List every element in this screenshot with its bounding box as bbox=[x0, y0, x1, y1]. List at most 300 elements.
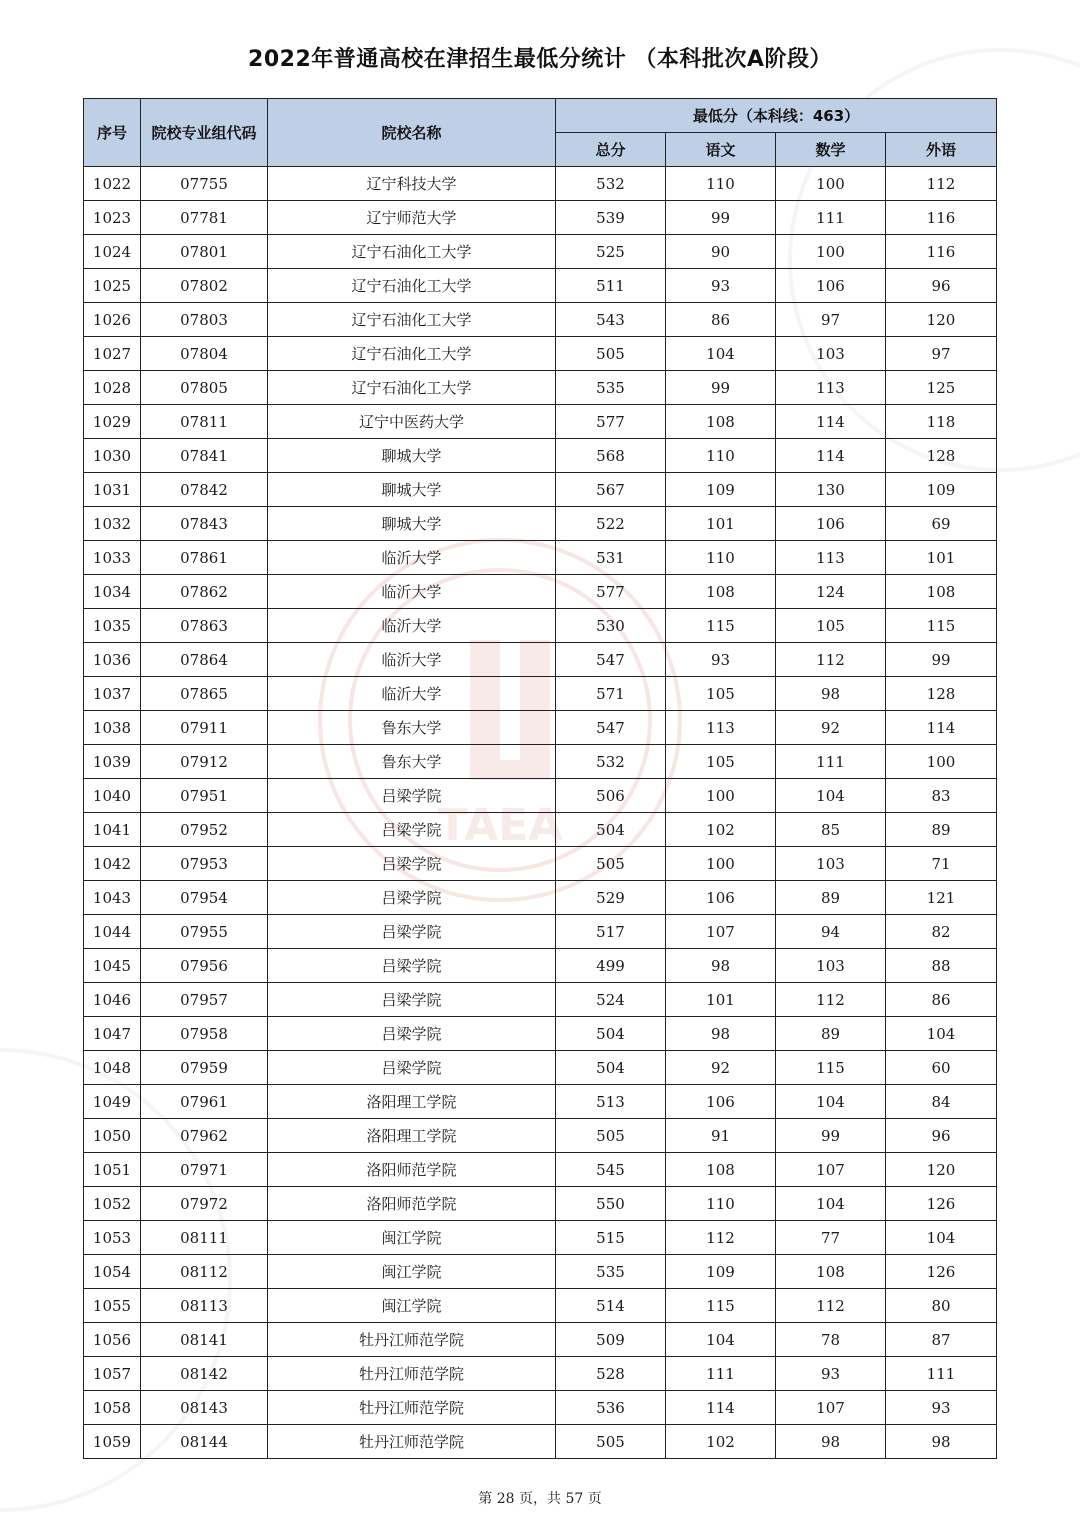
total-cell: 545 bbox=[556, 1153, 666, 1187]
seq-cell: 1029 bbox=[84, 405, 141, 439]
math-cell: 111 bbox=[776, 201, 886, 235]
total-cell: 531 bbox=[556, 541, 666, 575]
chinese-cell: 99 bbox=[666, 201, 776, 235]
header-school-name: 院校名称 bbox=[268, 99, 556, 167]
school-name-cell: 鲁东大学 bbox=[268, 745, 556, 779]
group-code-cell: 07953 bbox=[141, 847, 268, 881]
group-code-cell: 07864 bbox=[141, 643, 268, 677]
table-row bbox=[84, 1323, 997, 1357]
school-name-cell: 临沂大学 bbox=[268, 643, 556, 677]
foreign-cell: 71 bbox=[886, 847, 997, 881]
chinese-cell: 110 bbox=[666, 167, 776, 201]
total-cell: 511 bbox=[556, 269, 666, 303]
foreign-cell: 121 bbox=[886, 881, 997, 915]
school-name-cell: 闽江学院 bbox=[268, 1289, 556, 1323]
math-cell: 98 bbox=[776, 1425, 886, 1459]
table-row bbox=[84, 337, 997, 371]
foreign-cell: 99 bbox=[886, 643, 997, 677]
table-row bbox=[84, 1255, 997, 1289]
score-table bbox=[83, 98, 997, 1459]
table-row bbox=[84, 1017, 997, 1051]
school-name-cell: 临沂大学 bbox=[268, 609, 556, 643]
school-name-cell: 吕梁学院 bbox=[268, 881, 556, 915]
total-cell: 505 bbox=[556, 337, 666, 371]
foreign-cell: 116 bbox=[886, 201, 997, 235]
chinese-cell: 101 bbox=[666, 507, 776, 541]
seq-cell: 1044 bbox=[84, 915, 141, 949]
chinese-cell: 110 bbox=[666, 1187, 776, 1221]
math-cell: 85 bbox=[776, 813, 886, 847]
seq-cell: 1039 bbox=[84, 745, 141, 779]
math-cell: 108 bbox=[776, 1255, 886, 1289]
seq-cell: 1045 bbox=[84, 949, 141, 983]
table-row bbox=[84, 201, 997, 235]
seq-cell: 1048 bbox=[84, 1051, 141, 1085]
math-cell: 77 bbox=[776, 1221, 886, 1255]
total-cell: 514 bbox=[556, 1289, 666, 1323]
group-code-cell: 07954 bbox=[141, 881, 268, 915]
school-name-cell: 洛阳师范学院 bbox=[268, 1187, 556, 1221]
table-row bbox=[84, 813, 997, 847]
total-cell: 536 bbox=[556, 1391, 666, 1425]
group-code-cell: 07804 bbox=[141, 337, 268, 371]
total-cell: 517 bbox=[556, 915, 666, 949]
seq-cell: 1052 bbox=[84, 1187, 141, 1221]
math-cell: 106 bbox=[776, 269, 886, 303]
chinese-cell: 115 bbox=[666, 1289, 776, 1323]
total-cell: 505 bbox=[556, 1119, 666, 1153]
seq-cell: 1033 bbox=[84, 541, 141, 575]
table-row bbox=[84, 269, 997, 303]
math-cell: 103 bbox=[776, 949, 886, 983]
chinese-cell: 99 bbox=[666, 371, 776, 405]
table-row bbox=[84, 1153, 997, 1187]
group-code-cell: 07861 bbox=[141, 541, 268, 575]
math-cell: 97 bbox=[776, 303, 886, 337]
school-name-cell: 辽宁石油化工大学 bbox=[268, 235, 556, 269]
table-row bbox=[84, 405, 997, 439]
foreign-cell: 112 bbox=[886, 167, 997, 201]
chinese-cell: 101 bbox=[666, 983, 776, 1017]
table-row bbox=[84, 575, 997, 609]
chinese-cell: 114 bbox=[666, 1391, 776, 1425]
chinese-cell: 104 bbox=[666, 337, 776, 371]
school-name-cell: 吕梁学院 bbox=[268, 779, 556, 813]
seq-cell: 1038 bbox=[84, 711, 141, 745]
total-cell: 568 bbox=[556, 439, 666, 473]
foreign-cell: 120 bbox=[886, 1153, 997, 1187]
total-cell: 543 bbox=[556, 303, 666, 337]
table-row bbox=[84, 235, 997, 269]
total-cell: 529 bbox=[556, 881, 666, 915]
table-row bbox=[84, 473, 997, 507]
total-cell: 571 bbox=[556, 677, 666, 711]
chinese-cell: 105 bbox=[666, 677, 776, 711]
foreign-cell: 108 bbox=[886, 575, 997, 609]
foreign-cell: 83 bbox=[886, 779, 997, 813]
chinese-cell: 115 bbox=[666, 609, 776, 643]
table-row bbox=[84, 1357, 997, 1391]
foreign-cell: 96 bbox=[886, 269, 997, 303]
foreign-cell: 80 bbox=[886, 1289, 997, 1323]
chinese-cell: 110 bbox=[666, 439, 776, 473]
math-cell: 89 bbox=[776, 881, 886, 915]
group-code-cell: 07956 bbox=[141, 949, 268, 983]
foreign-cell: 88 bbox=[886, 949, 997, 983]
school-name-cell: 辽宁石油化工大学 bbox=[268, 371, 556, 405]
seq-cell: 1040 bbox=[84, 779, 141, 813]
math-cell: 100 bbox=[776, 167, 886, 201]
math-cell: 107 bbox=[776, 1391, 886, 1425]
math-cell: 92 bbox=[776, 711, 886, 745]
foreign-cell: 89 bbox=[886, 813, 997, 847]
school-name-cell: 吕梁学院 bbox=[268, 915, 556, 949]
group-code-cell: 07912 bbox=[141, 745, 268, 779]
table-row bbox=[84, 881, 997, 915]
header-math: 数学 bbox=[776, 133, 886, 167]
chinese-cell: 93 bbox=[666, 643, 776, 677]
total-cell: 539 bbox=[556, 201, 666, 235]
school-name-cell: 临沂大学 bbox=[268, 677, 556, 711]
group-code-cell: 07802 bbox=[141, 269, 268, 303]
seq-cell: 1026 bbox=[84, 303, 141, 337]
total-cell: 550 bbox=[556, 1187, 666, 1221]
table-row bbox=[84, 677, 997, 711]
math-cell: 93 bbox=[776, 1357, 886, 1391]
group-code-cell: 07958 bbox=[141, 1017, 268, 1051]
total-cell: 525 bbox=[556, 235, 666, 269]
school-name-cell: 辽宁石油化工大学 bbox=[268, 269, 556, 303]
seq-cell: 1054 bbox=[84, 1255, 141, 1289]
math-cell: 111 bbox=[776, 745, 886, 779]
math-cell: 100 bbox=[776, 235, 886, 269]
total-cell: 577 bbox=[556, 405, 666, 439]
header-seq: 序号 bbox=[84, 99, 141, 167]
school-name-cell: 聊城大学 bbox=[268, 473, 556, 507]
group-code-cell: 07962 bbox=[141, 1119, 268, 1153]
math-cell: 78 bbox=[776, 1323, 886, 1357]
total-cell: 506 bbox=[556, 779, 666, 813]
chinese-cell: 108 bbox=[666, 405, 776, 439]
total-cell: 515 bbox=[556, 1221, 666, 1255]
header-min-score: 最低分（本科线：463） bbox=[556, 99, 997, 133]
foreign-cell: 128 bbox=[886, 439, 997, 473]
chinese-cell: 110 bbox=[666, 541, 776, 575]
foreign-cell: 118 bbox=[886, 405, 997, 439]
group-code-cell: 07972 bbox=[141, 1187, 268, 1221]
seq-cell: 1051 bbox=[84, 1153, 141, 1187]
group-code-cell: 07971 bbox=[141, 1153, 268, 1187]
foreign-cell: 96 bbox=[886, 1119, 997, 1153]
math-cell: 114 bbox=[776, 439, 886, 473]
math-cell: 103 bbox=[776, 847, 886, 881]
seq-cell: 1056 bbox=[84, 1323, 141, 1357]
total-cell: 504 bbox=[556, 1017, 666, 1051]
table-row bbox=[84, 303, 997, 337]
foreign-cell: 82 bbox=[886, 915, 997, 949]
math-cell: 98 bbox=[776, 677, 886, 711]
foreign-cell: 104 bbox=[886, 1017, 997, 1051]
header-total: 总分 bbox=[556, 133, 666, 167]
group-code-cell: 07843 bbox=[141, 507, 268, 541]
school-name-cell: 牡丹江师范学院 bbox=[268, 1425, 556, 1459]
seq-cell: 1046 bbox=[84, 983, 141, 1017]
math-cell: 112 bbox=[776, 983, 886, 1017]
foreign-cell: 84 bbox=[886, 1085, 997, 1119]
total-cell: 535 bbox=[556, 1255, 666, 1289]
table-row bbox=[84, 643, 997, 677]
math-cell: 94 bbox=[776, 915, 886, 949]
foreign-cell: 98 bbox=[886, 1425, 997, 1459]
table-row bbox=[84, 1119, 997, 1153]
table-row bbox=[84, 915, 997, 949]
table-row bbox=[84, 1289, 997, 1323]
group-code-cell: 08113 bbox=[141, 1289, 268, 1323]
table-row bbox=[84, 1221, 997, 1255]
school-name-cell: 临沂大学 bbox=[268, 541, 556, 575]
foreign-cell: 109 bbox=[886, 473, 997, 507]
chinese-cell: 91 bbox=[666, 1119, 776, 1153]
table-row bbox=[84, 1051, 997, 1085]
total-cell: 505 bbox=[556, 847, 666, 881]
school-name-cell: 辽宁师范大学 bbox=[268, 201, 556, 235]
foreign-cell: 101 bbox=[886, 541, 997, 575]
math-cell: 106 bbox=[776, 507, 886, 541]
seq-cell: 1043 bbox=[84, 881, 141, 915]
total-cell: 535 bbox=[556, 371, 666, 405]
chinese-cell: 104 bbox=[666, 1323, 776, 1357]
table-row bbox=[84, 507, 997, 541]
seq-cell: 1049 bbox=[84, 1085, 141, 1119]
math-cell: 99 bbox=[776, 1119, 886, 1153]
math-cell: 104 bbox=[776, 1187, 886, 1221]
seq-cell: 1024 bbox=[84, 235, 141, 269]
math-cell: 112 bbox=[776, 1289, 886, 1323]
seq-cell: 1050 bbox=[84, 1119, 141, 1153]
table-row bbox=[84, 949, 997, 983]
table-row bbox=[84, 371, 997, 405]
table-row bbox=[84, 541, 997, 575]
seq-cell: 1032 bbox=[84, 507, 141, 541]
total-cell: 513 bbox=[556, 1085, 666, 1119]
header-group-code: 院校专业组代码 bbox=[141, 99, 268, 167]
seq-cell: 1031 bbox=[84, 473, 141, 507]
chinese-cell: 92 bbox=[666, 1051, 776, 1085]
page-footer: 第 28 页，共 57 页 bbox=[478, 1491, 602, 1507]
group-code-cell: 07811 bbox=[141, 405, 268, 439]
chinese-cell: 102 bbox=[666, 1425, 776, 1459]
school-name-cell: 闽江学院 bbox=[268, 1221, 556, 1255]
foreign-cell: 86 bbox=[886, 983, 997, 1017]
group-code-cell: 07842 bbox=[141, 473, 268, 507]
chinese-cell: 98 bbox=[666, 949, 776, 983]
school-name-cell: 聊城大学 bbox=[268, 439, 556, 473]
school-name-cell: 洛阳理工学院 bbox=[268, 1085, 556, 1119]
table-row bbox=[84, 1187, 997, 1221]
math-cell: 130 bbox=[776, 473, 886, 507]
school-name-cell: 吕梁学院 bbox=[268, 983, 556, 1017]
foreign-cell: 60 bbox=[886, 1051, 997, 1085]
school-name-cell: 牡丹江师范学院 bbox=[268, 1391, 556, 1425]
group-code-cell: 07865 bbox=[141, 677, 268, 711]
group-code-cell: 07959 bbox=[141, 1051, 268, 1085]
math-cell: 124 bbox=[776, 575, 886, 609]
total-cell: 577 bbox=[556, 575, 666, 609]
group-code-cell: 08112 bbox=[141, 1255, 268, 1289]
seq-cell: 1027 bbox=[84, 337, 141, 371]
total-cell: 532 bbox=[556, 745, 666, 779]
chinese-cell: 105 bbox=[666, 745, 776, 779]
chinese-cell: 108 bbox=[666, 575, 776, 609]
group-code-cell: 07805 bbox=[141, 371, 268, 405]
group-code-cell: 07911 bbox=[141, 711, 268, 745]
header-foreign: 外语 bbox=[886, 133, 997, 167]
math-cell: 107 bbox=[776, 1153, 886, 1187]
total-cell: 532 bbox=[556, 167, 666, 201]
chinese-cell: 109 bbox=[666, 473, 776, 507]
total-cell: 509 bbox=[556, 1323, 666, 1357]
chinese-cell: 113 bbox=[666, 711, 776, 745]
chinese-cell: 98 bbox=[666, 1017, 776, 1051]
seq-cell: 1042 bbox=[84, 847, 141, 881]
group-code-cell: 07951 bbox=[141, 779, 268, 813]
school-name-cell: 吕梁学院 bbox=[268, 847, 556, 881]
chinese-cell: 106 bbox=[666, 1085, 776, 1119]
school-name-cell: 吕梁学院 bbox=[268, 813, 556, 847]
group-code-cell: 08141 bbox=[141, 1323, 268, 1357]
total-cell: 499 bbox=[556, 949, 666, 983]
total-cell: 547 bbox=[556, 711, 666, 745]
seq-cell: 1036 bbox=[84, 643, 141, 677]
school-name-cell: 辽宁中医药大学 bbox=[268, 405, 556, 439]
school-name-cell: 闽江学院 bbox=[268, 1255, 556, 1289]
school-name-cell: 吕梁学院 bbox=[268, 949, 556, 983]
group-code-cell: 07952 bbox=[141, 813, 268, 847]
seq-cell: 1041 bbox=[84, 813, 141, 847]
table-row bbox=[84, 1425, 997, 1459]
foreign-cell: 125 bbox=[886, 371, 997, 405]
math-cell: 104 bbox=[776, 779, 886, 813]
seq-cell: 1023 bbox=[84, 201, 141, 235]
school-name-cell: 洛阳理工学院 bbox=[268, 1119, 556, 1153]
seq-cell: 1059 bbox=[84, 1425, 141, 1459]
math-cell: 115 bbox=[776, 1051, 886, 1085]
school-name-cell: 牡丹江师范学院 bbox=[268, 1323, 556, 1357]
chinese-cell: 111 bbox=[666, 1357, 776, 1391]
total-cell: 547 bbox=[556, 643, 666, 677]
group-code-cell: 07755 bbox=[141, 167, 268, 201]
foreign-cell: 115 bbox=[886, 609, 997, 643]
chinese-cell: 112 bbox=[666, 1221, 776, 1255]
total-cell: 504 bbox=[556, 1051, 666, 1085]
chinese-cell: 100 bbox=[666, 847, 776, 881]
chinese-cell: 108 bbox=[666, 1153, 776, 1187]
math-cell: 105 bbox=[776, 609, 886, 643]
group-code-cell: 07862 bbox=[141, 575, 268, 609]
seq-cell: 1053 bbox=[84, 1221, 141, 1255]
chinese-cell: 100 bbox=[666, 779, 776, 813]
seq-cell: 1022 bbox=[84, 167, 141, 201]
total-cell: 530 bbox=[556, 609, 666, 643]
foreign-cell: 114 bbox=[886, 711, 997, 745]
seq-cell: 1055 bbox=[84, 1289, 141, 1323]
foreign-cell: 104 bbox=[886, 1221, 997, 1255]
foreign-cell: 120 bbox=[886, 303, 997, 337]
foreign-cell: 69 bbox=[886, 507, 997, 541]
school-name-cell: 聊城大学 bbox=[268, 507, 556, 541]
math-cell: 112 bbox=[776, 643, 886, 677]
group-code-cell: 07801 bbox=[141, 235, 268, 269]
school-name-cell: 辽宁石油化工大学 bbox=[268, 303, 556, 337]
group-code-cell: 07803 bbox=[141, 303, 268, 337]
group-code-cell: 08144 bbox=[141, 1425, 268, 1459]
school-name-cell: 鲁东大学 bbox=[268, 711, 556, 745]
total-cell: 524 bbox=[556, 983, 666, 1017]
group-code-cell: 07955 bbox=[141, 915, 268, 949]
school-name-cell: 牡丹江师范学院 bbox=[268, 1357, 556, 1391]
seq-cell: 1037 bbox=[84, 677, 141, 711]
total-cell: 505 bbox=[556, 1425, 666, 1459]
foreign-cell: 111 bbox=[886, 1357, 997, 1391]
table-row bbox=[84, 779, 997, 813]
foreign-cell: 126 bbox=[886, 1255, 997, 1289]
table-row bbox=[84, 1085, 997, 1119]
page-title: 2022年普通高校在津招生最低分统计 （本科批次A阶段） bbox=[248, 47, 832, 72]
group-code-cell: 08142 bbox=[141, 1357, 268, 1391]
svg-text:TAEA: TAEA bbox=[437, 800, 563, 851]
chinese-cell: 86 bbox=[666, 303, 776, 337]
school-name-cell: 吕梁学院 bbox=[268, 1017, 556, 1051]
chinese-cell: 106 bbox=[666, 881, 776, 915]
group-code-cell: 07841 bbox=[141, 439, 268, 473]
seq-cell: 1047 bbox=[84, 1017, 141, 1051]
group-code-cell: 07961 bbox=[141, 1085, 268, 1119]
header-chinese: 语文 bbox=[666, 133, 776, 167]
group-code-cell: 08143 bbox=[141, 1391, 268, 1425]
chinese-cell: 102 bbox=[666, 813, 776, 847]
math-cell: 113 bbox=[776, 371, 886, 405]
group-code-cell: 08111 bbox=[141, 1221, 268, 1255]
seq-cell: 1058 bbox=[84, 1391, 141, 1425]
total-cell: 504 bbox=[556, 813, 666, 847]
seq-cell: 1034 bbox=[84, 575, 141, 609]
foreign-cell: 93 bbox=[886, 1391, 997, 1425]
table-row bbox=[84, 711, 997, 745]
math-cell: 104 bbox=[776, 1085, 886, 1119]
school-name-cell: 辽宁石油化工大学 bbox=[268, 337, 556, 371]
table-row bbox=[84, 983, 997, 1017]
table-row bbox=[84, 1391, 997, 1425]
school-name-cell: 辽宁科技大学 bbox=[268, 167, 556, 201]
seq-cell: 1057 bbox=[84, 1357, 141, 1391]
total-cell: 528 bbox=[556, 1357, 666, 1391]
math-cell: 114 bbox=[776, 405, 886, 439]
school-name-cell: 吕梁学院 bbox=[268, 1051, 556, 1085]
table-row bbox=[84, 167, 997, 201]
table-row bbox=[84, 439, 997, 473]
total-cell: 567 bbox=[556, 473, 666, 507]
math-cell: 113 bbox=[776, 541, 886, 575]
total-cell: 522 bbox=[556, 507, 666, 541]
seq-cell: 1030 bbox=[84, 439, 141, 473]
table-row bbox=[84, 609, 997, 643]
school-name-cell: 洛阳师范学院 bbox=[268, 1153, 556, 1187]
chinese-cell: 90 bbox=[666, 235, 776, 269]
table-row bbox=[84, 847, 997, 881]
seq-cell: 1028 bbox=[84, 371, 141, 405]
foreign-cell: 97 bbox=[886, 337, 997, 371]
foreign-cell: 126 bbox=[886, 1187, 997, 1221]
